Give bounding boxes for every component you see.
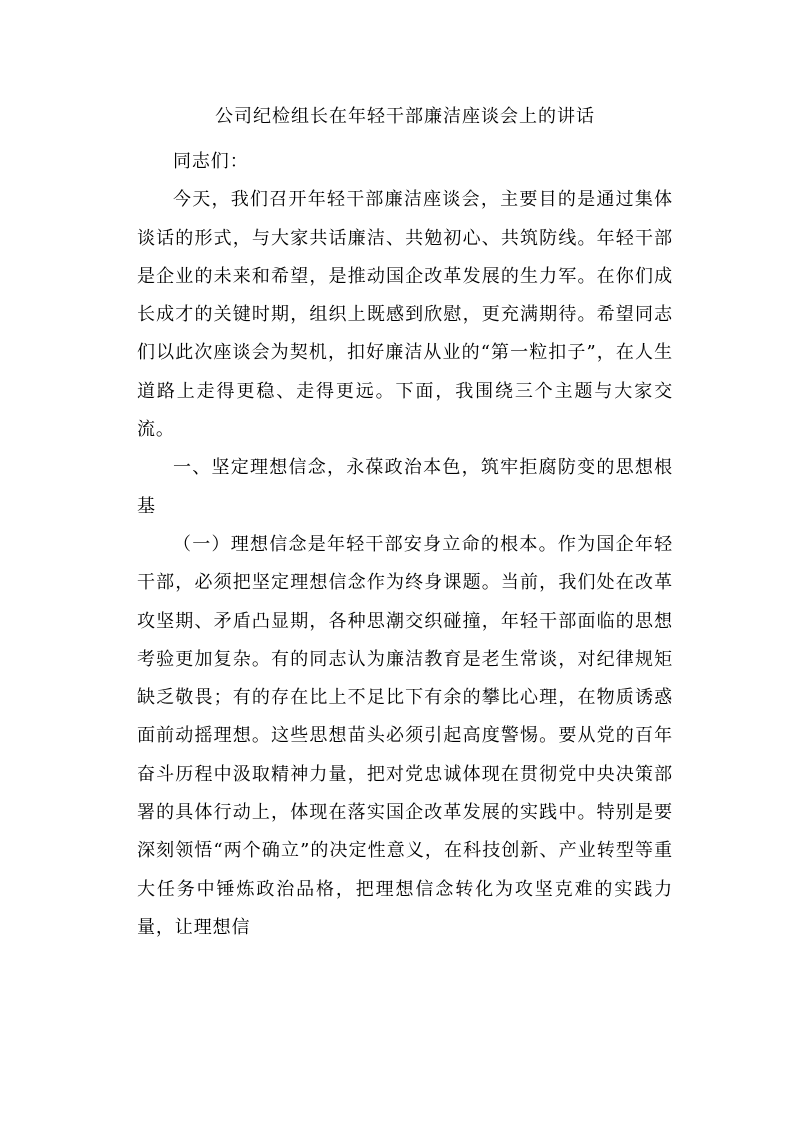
document-title: 公司纪检组长在年轻干部廉洁座谈会上的讲话 <box>215 106 595 127</box>
salutation: 同志们： <box>173 151 249 172</box>
document-body <box>137 102 673 947</box>
paragraph-introduction: 今天，我们召开年轻干部廉洁座谈会，主要目的是通过集体谈话的形式，与大家共话廉洁、共勉初心、共筑防线。年轻干部是企业的未来和希望，是推动国企改革发展的生力军。在你们成长成才的关键时期，组织上既感到欣慰，更充满期待。希望同志们以此次座谈会为契机，扣好廉洁从业的“第一粒扣子”，在人生道路上走得更稳、走得更远。下面，我围绕三个主题与大家交流。 <box>137 189 673 441</box>
paragraph-subsection-1: （一）理想信念是年轻干部安身立命的根本。作为国企年轻干部，必须把坚定理想信念作为终身课题。当前，我们处在改革攻坚期、矛盾凸显期，各种思潮交织碰撞，年轻干部面临的思想考验更加复杂。有的同志认为廉洁教育是老生常谈，对纪律规矩缺乏敬畏；有的存在比上不足比下有余的攀比心理，在物质诱惑面前动摇理想。这些思想苗头必须引起高度警惕。要从党的百年奋斗历程中汲取精神力量，把对党忠诚体现在贯彻党中央决策部署的具体行动上，体现在落实国企改革发展的实践中。特别是要深刻领悟“两个确立”的决定性意义，在科技创新、产业转型等重大任务中锤炼政治品格，把理想信念转化为攻坚克难的实践力量，让理想信 <box>137 533 673 938</box>
section-heading-1: 一、坚定理想信念，永葆政治本色，筑牢拒腐防变的思想根基 <box>137 457 673 517</box>
